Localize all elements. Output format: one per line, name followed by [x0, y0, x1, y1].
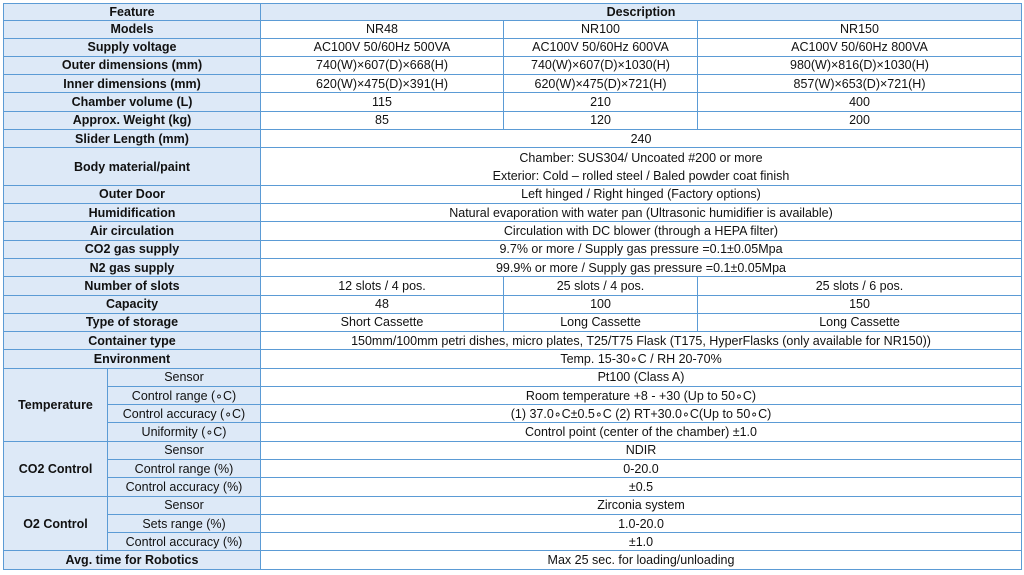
outer-dimensions-label: Outer dimensions (mm) — [4, 56, 261, 74]
co2-control-range-label: Control range (%) — [108, 460, 261, 478]
co2-gas-supply-label: CO2 gas supply — [4, 240, 261, 258]
slider-length-label: Slider Length (mm) — [4, 129, 261, 147]
capacity-nr48: 48 — [261, 295, 504, 313]
o2-sets-range-row — [4, 514, 1022, 532]
model-nr100: NR100 — [504, 21, 698, 38]
container-type-value: 150mm/100mm petri dishes, micro plates, T25/T75 Flask (T175, HyperFlasks (only available for NR150)) — [261, 332, 1022, 350]
environment-row — [4, 350, 1022, 368]
o2-control-accuracy-label: Control accuracy (%) — [108, 533, 261, 551]
slider-length-value: 240 — [261, 129, 1022, 147]
description-header: Description — [261, 4, 1022, 21]
n2-gas-supply-value: 99.9% or more / Supply gas pressure =0.1±0.05Mpa — [261, 258, 1022, 276]
chamber-volume-nr48: 115 — [261, 93, 504, 111]
inner-dimensions-row — [4, 75, 1022, 93]
co2-gas-supply-value: 9.7% or more / Supply gas pressure =0.1±0.05Mpa — [261, 240, 1022, 258]
capacity-row — [4, 295, 1022, 313]
temperature-control-range-value: Room temperature +8 - +30 (Up to 50∘C) — [261, 386, 1022, 404]
outer-dimensions-nr48: 740(W)×607(D)×668(H) — [261, 56, 504, 74]
co2-sensor-row — [4, 441, 1022, 459]
o2-sensor-value: Zirconia system — [261, 496, 1022, 514]
supply-voltage-nr150: AC100V 50/60Hz 800VA — [698, 38, 1022, 56]
co2-gas-supply-row — [4, 240, 1022, 258]
type-of-storage-row — [4, 313, 1022, 331]
o2-sensor-row — [4, 496, 1022, 514]
supply-voltage-nr100: AC100V 50/60Hz 600VA — [504, 38, 698, 56]
capacity-nr150: 150 — [698, 295, 1022, 313]
type-of-storage-nr150: Long Cassette — [698, 313, 1022, 331]
number-of-slots-nr48: 12 slots / 4 pos. — [261, 277, 504, 295]
temperature-sensor-row — [4, 368, 1022, 386]
number-of-slots-nr100: 25 slots / 4 pos. — [504, 277, 698, 295]
co2-sensor-value: NDIR — [261, 441, 1022, 459]
container-type-label: Container type — [4, 332, 261, 350]
container-type-row — [4, 332, 1022, 350]
approx-weight-nr100: 120 — [504, 111, 698, 129]
model-nr48: NR48 — [261, 21, 504, 38]
spec-table — [3, 3, 1022, 570]
temperature-uniformity-value: Control point (center of the chamber) ±1.0 — [261, 423, 1022, 441]
outer-dimensions-nr100: 740(W)×607(D)×1030(H) — [504, 56, 698, 74]
type-of-storage-nr48: Short Cassette — [261, 313, 504, 331]
temperature-sensor-value: Pt100 (Class A) — [261, 368, 1022, 386]
humidification-label: Humidification — [4, 204, 261, 222]
body-material-row — [4, 148, 1022, 186]
chamber-volume-nr100: 210 — [504, 93, 698, 111]
supply-voltage-label: Supply voltage — [4, 38, 261, 56]
robotics-time-row — [4, 551, 1022, 570]
n2-gas-supply-label: N2 gas supply — [4, 258, 261, 276]
inner-dimensions-label: Inner dimensions (mm) — [4, 75, 261, 93]
header-row — [4, 4, 1022, 21]
body-material-exterior: Exterior: Cold – rolled steel / Baled powder coat finish — [492, 168, 790, 183]
number-of-slots-row — [4, 277, 1022, 295]
temperature-control-accuracy-row — [4, 405, 1022, 423]
temperature-group-label: Temperature — [4, 368, 108, 441]
approx-weight-nr48: 85 — [261, 111, 504, 129]
environment-label: Environment — [4, 350, 261, 368]
body-material-value — [261, 148, 1022, 186]
co2-control-group-label: CO2 Control — [4, 441, 108, 496]
approx-weight-nr150: 200 — [698, 111, 1022, 129]
temperature-control-accuracy-label: Control accuracy (∘C) — [108, 405, 261, 423]
temperature-sensor-label: Sensor — [108, 368, 261, 386]
co2-control-accuracy-row — [4, 478, 1022, 496]
chamber-volume-row — [4, 93, 1022, 111]
chamber-volume-label: Chamber volume (L) — [4, 93, 261, 111]
number-of-slots-label: Number of slots — [4, 277, 261, 295]
models-row — [4, 21, 1022, 38]
temperature-control-accuracy-value: (1) 37.0∘C±0.5∘C (2) RT+30.0∘C(Up to 50∘C) — [261, 405, 1022, 423]
outer-dimensions-nr150: 980(W)×816(D)×1030(H) — [698, 56, 1022, 74]
co2-control-range-row — [4, 460, 1022, 478]
supply-voltage-row — [4, 38, 1022, 56]
outer-door-value: Left hinged / Right hinged (Factory options) — [261, 185, 1022, 203]
inner-dimensions-nr150: 857(W)×653(D)×721(H) — [698, 75, 1022, 93]
type-of-storage-label: Type of storage — [4, 313, 261, 331]
o2-sets-range-value: 1.0-20.0 — [261, 514, 1022, 532]
n2-gas-supply-row — [4, 258, 1022, 276]
temperature-uniformity-row — [4, 423, 1022, 441]
inner-dimensions-nr48: 620(W)×475(D)×391(H) — [261, 75, 504, 93]
temperature-control-range-label: Control range (∘C) — [108, 386, 261, 404]
models-label: Models — [4, 21, 261, 38]
co2-control-accuracy-value: ±0.5 — [261, 478, 1022, 496]
capacity-nr100: 100 — [504, 295, 698, 313]
co2-sensor-label: Sensor — [108, 441, 261, 459]
environment-value: Temp. 15-30∘C / RH 20-70% — [261, 350, 1022, 368]
number-of-slots-nr150: 25 slots / 6 pos. — [698, 277, 1022, 295]
approx-weight-label: Approx. Weight (kg) — [4, 111, 261, 129]
temperature-uniformity-label: Uniformity (∘C) — [108, 423, 261, 441]
o2-control-group-label: O2 Control — [4, 496, 108, 551]
supply-voltage-nr48: AC100V 50/60Hz 500VA — [261, 38, 504, 56]
capacity-label: Capacity — [4, 295, 261, 313]
inner-dimensions-nr100: 620(W)×475(D)×721(H) — [504, 75, 698, 93]
co2-control-range-value: 0-20.0 — [261, 460, 1022, 478]
body-material-chamber: Chamber: SUS304/ Uncoated #200 or more — [519, 150, 763, 165]
o2-sets-range-label: Sets range (%) — [108, 514, 261, 532]
model-nr150: NR150 — [698, 21, 1022, 38]
body-material-label: Body material/paint — [4, 148, 261, 186]
air-circulation-value: Circulation with DC blower (through a HEPA filter) — [261, 222, 1022, 240]
air-circulation-label: Air circulation — [4, 222, 261, 240]
feature-header: Feature — [4, 4, 261, 21]
robotics-time-label: Avg. time for Robotics — [4, 551, 261, 570]
temperature-control-range-row — [4, 386, 1022, 404]
robotics-time-value: Max 25 sec. for loading/unloading — [261, 551, 1022, 570]
approx-weight-row — [4, 111, 1022, 129]
outer-dimensions-row — [4, 56, 1022, 74]
outer-door-row — [4, 185, 1022, 203]
type-of-storage-nr100: Long Cassette — [504, 313, 698, 331]
o2-control-accuracy-value: ±1.0 — [261, 533, 1022, 551]
humidification-row — [4, 204, 1022, 222]
co2-control-accuracy-label: Control accuracy (%) — [108, 478, 261, 496]
o2-control-accuracy-row — [4, 533, 1022, 551]
humidification-value: Natural evaporation with water pan (Ultrasonic humidifier is available) — [261, 204, 1022, 222]
slider-length-row — [4, 129, 1022, 147]
air-circulation-row — [4, 222, 1022, 240]
o2-sensor-label: Sensor — [108, 496, 261, 514]
chamber-volume-nr150: 400 — [698, 93, 1022, 111]
outer-door-label: Outer Door — [4, 185, 261, 203]
